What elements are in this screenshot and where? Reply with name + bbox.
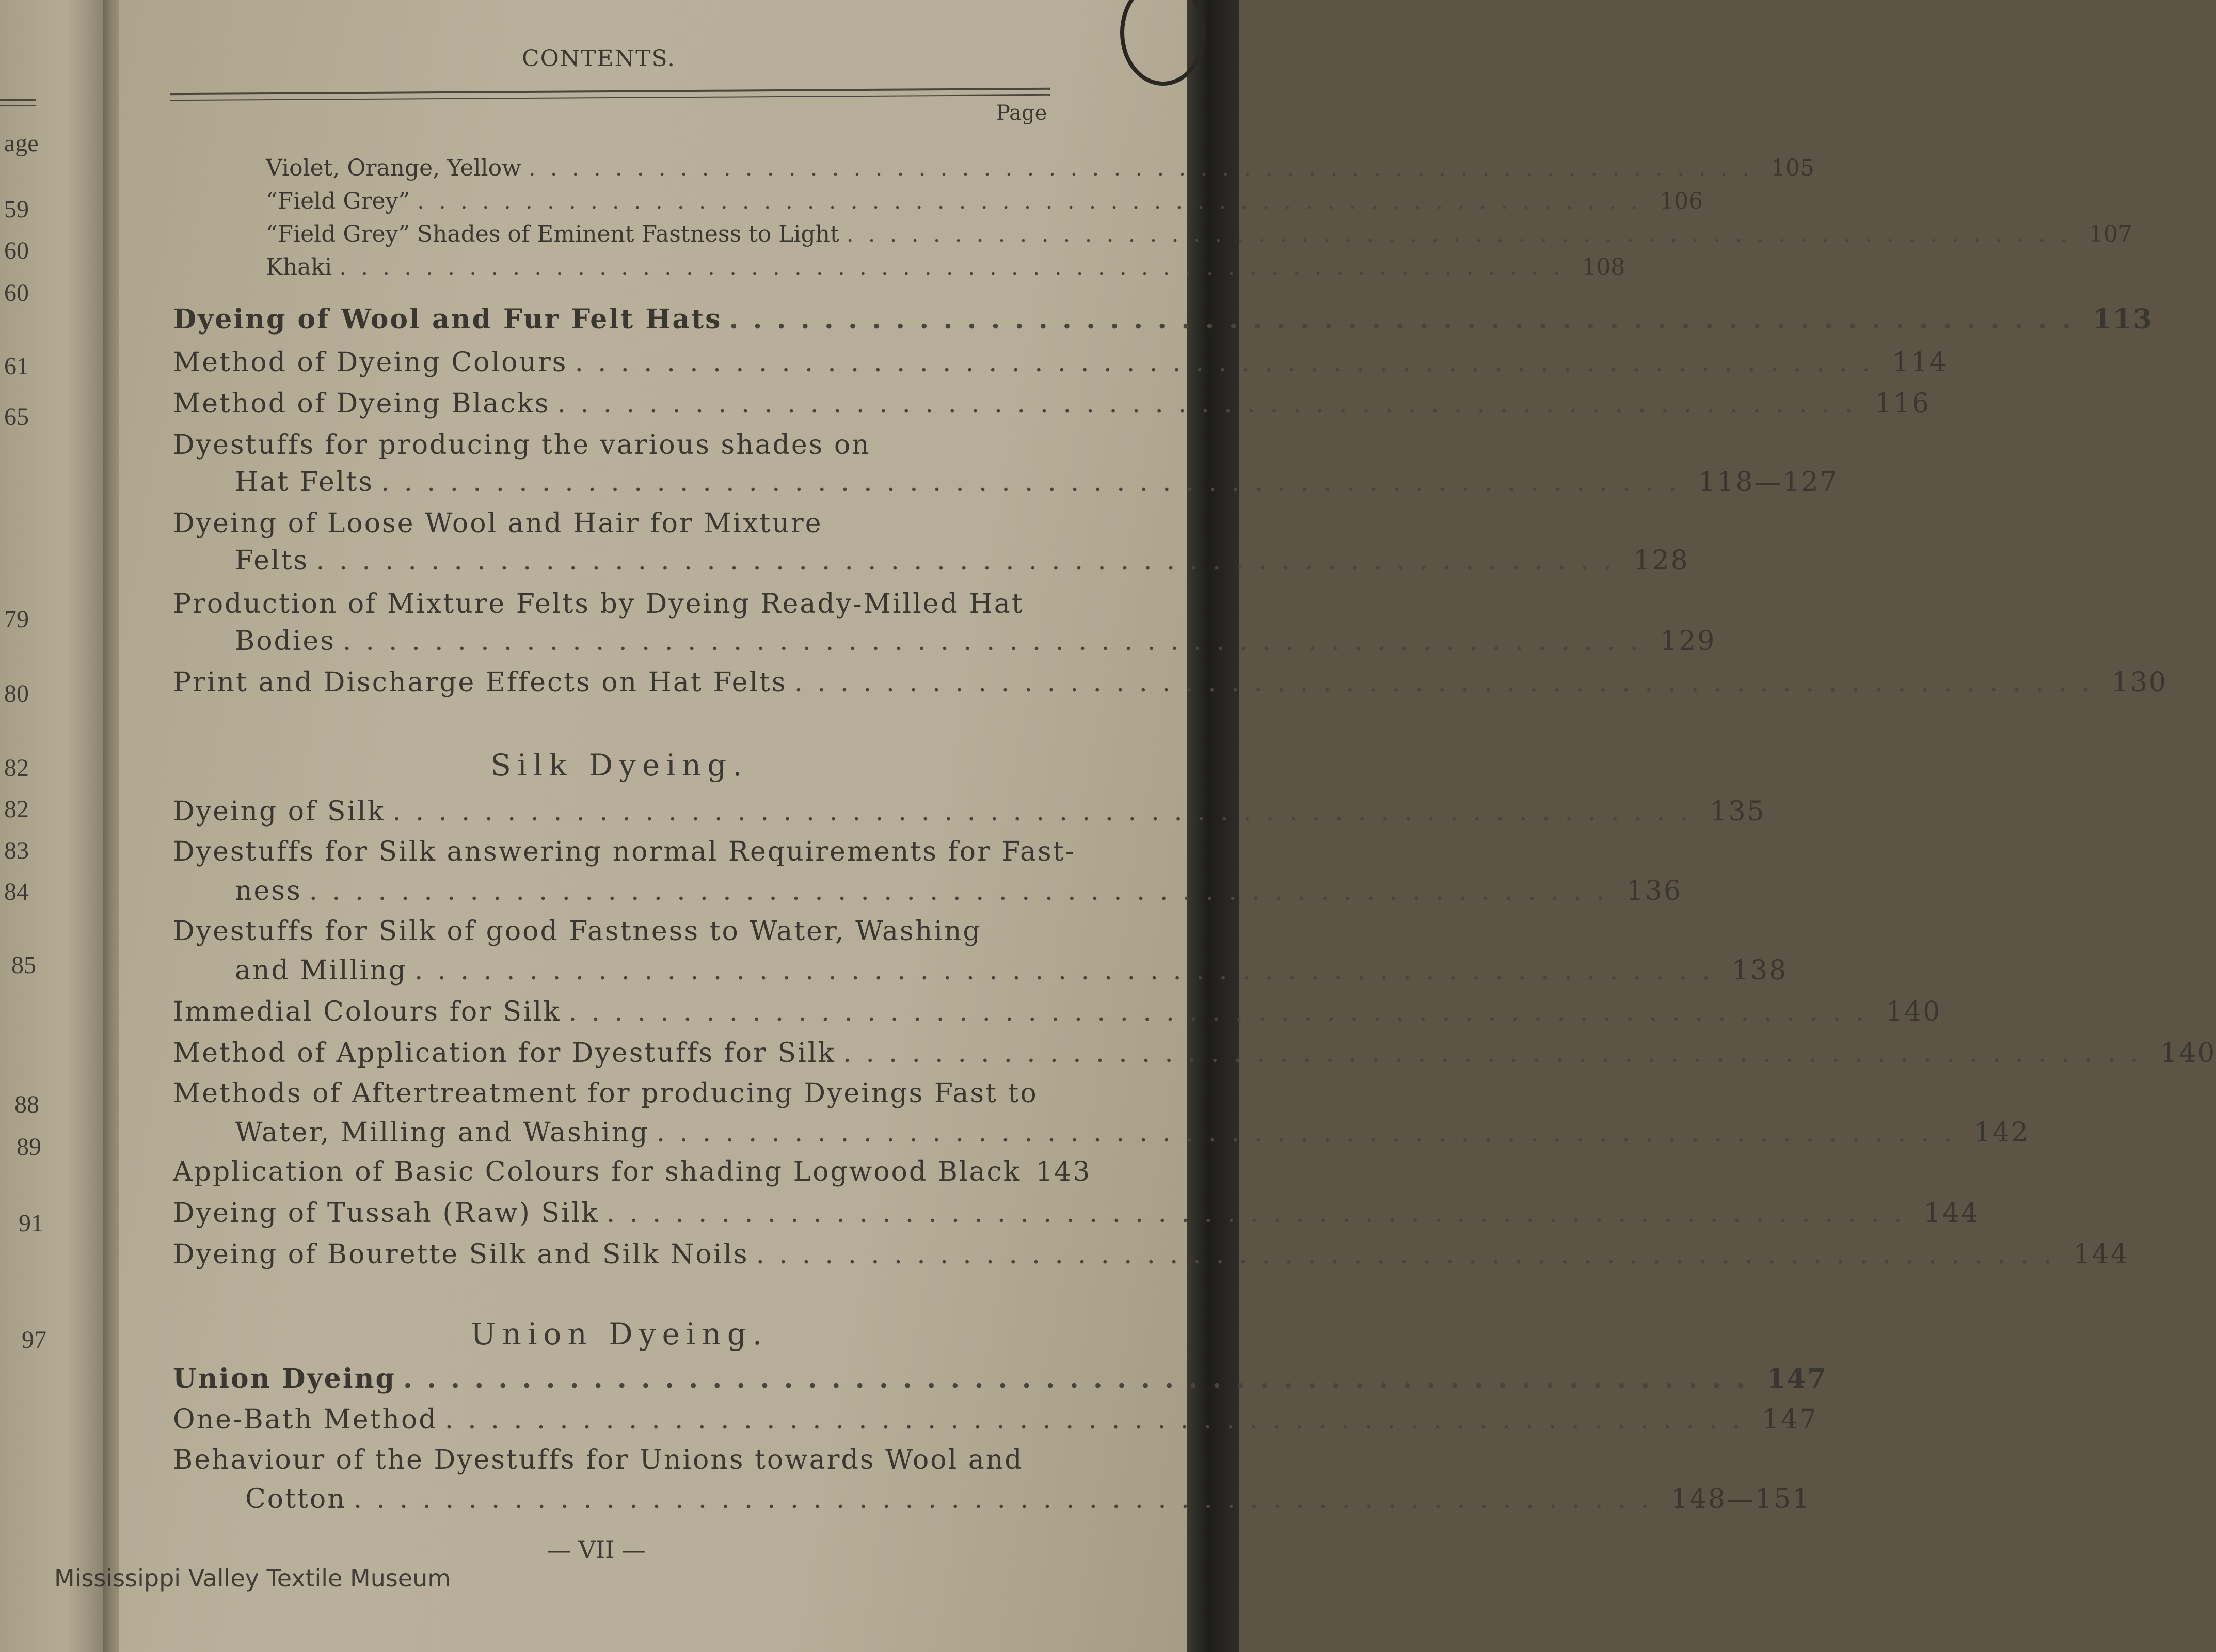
toc-entry-title-cont: ness bbox=[235, 876, 302, 907]
toc-entry-title: Method of Dyeing Colours bbox=[173, 347, 568, 378]
toc-entry-page: 106 bbox=[1660, 188, 1703, 214]
page-column-label: Page bbox=[996, 101, 1047, 125]
toc-entry-title: Dyestuffs for producing the various shades on bbox=[173, 430, 871, 460]
toc-entry bbox=[173, 996, 1942, 1027]
toc-entry-page: 147 bbox=[1766, 1363, 1828, 1394]
toc-entry-continuation bbox=[235, 1117, 2030, 1148]
left-page-rule bbox=[0, 105, 36, 106]
toc-entry bbox=[173, 1038, 2216, 1069]
toc-entry-page: 107 bbox=[2089, 221, 2132, 247]
toc-entry-title: Union Dyeing bbox=[173, 1363, 396, 1394]
toc-entry-title: Application of Basic Colours for shading Logwood Black bbox=[173, 1156, 1022, 1187]
toc-entry bbox=[173, 1239, 2129, 1270]
toc-entry-title: Production of Mixture Felts by Dyeing Ready-Milled Hat bbox=[173, 589, 1024, 620]
toc-entry-title: Behaviour of the Dyestuffs for Unions towards Wool and bbox=[173, 1444, 1024, 1475]
leader-dots: ......................................................... bbox=[729, 304, 2086, 335]
leader-dots: ......................................................... bbox=[381, 467, 1692, 498]
left-page-number: 61 bbox=[4, 353, 29, 380]
left-page-number: 80 bbox=[4, 680, 29, 707]
toc-entry-continuation bbox=[235, 626, 1716, 657]
toc-entry bbox=[266, 254, 1625, 280]
toc-entry-page: 138 bbox=[1732, 955, 1788, 986]
toc-entry-continuation bbox=[235, 467, 1839, 498]
toc-entry-page: 108 bbox=[1582, 254, 1625, 280]
leader-dots: ......................................................... bbox=[557, 388, 1868, 419]
toc-entry-title: Dyeing of Bourette Silk and Silk Noils bbox=[173, 1239, 749, 1270]
toc-entry-title-cont: Cotton bbox=[245, 1484, 346, 1515]
toc-entry-continuation bbox=[235, 876, 1683, 907]
toc-entry bbox=[173, 1404, 1819, 1435]
toc-entry bbox=[173, 667, 2167, 698]
toc-entry-page: 144 bbox=[2073, 1239, 2129, 1270]
toc-entry-title-cont: Hat Felts bbox=[235, 467, 374, 498]
leader-dots: ......................................................... bbox=[444, 1404, 1755, 1435]
toc-entry-title: Dyestuffs for Silk answering normal Requirements for Fast- bbox=[173, 836, 1076, 867]
left-page-number: 60 bbox=[4, 279, 29, 307]
toc-entry-title: Dyeing of Silk bbox=[173, 796, 386, 827]
leader-dots: ......................................................... bbox=[756, 1239, 2066, 1270]
toc-entry-title: One-Bath Method bbox=[173, 1404, 438, 1435]
leader-dots: ......................................................... bbox=[528, 155, 1764, 181]
toc-entry-page: 148—151 bbox=[1670, 1484, 1811, 1515]
toc-entry-page: 128 bbox=[1633, 545, 1689, 576]
section-heading-union: Union Dyeing. bbox=[470, 1316, 769, 1352]
left-page-number: 82 bbox=[4, 796, 29, 823]
toc-entry-title: “Field Grey” bbox=[266, 188, 410, 214]
toc-entry bbox=[266, 155, 1814, 181]
toc-entry-page: 143 bbox=[1035, 1156, 1092, 1187]
toc-entry-title: Print and Discharge Effects on Hat Felts bbox=[173, 667, 787, 698]
toc-entry-page: 147 bbox=[1762, 1404, 1819, 1435]
leader-dots: ......................................................... bbox=[794, 667, 2105, 698]
leader-dots: ......................................................... bbox=[417, 188, 1653, 214]
page-title: CONTENTS. bbox=[521, 45, 676, 72]
toc-entry-title-cont: Bodies bbox=[235, 626, 336, 657]
toc-entry-title-cont: and Milling bbox=[235, 955, 407, 986]
museum-watermark: Mississippi Valley Textile Museum bbox=[54, 1564, 451, 1592]
toc-entry bbox=[266, 188, 1703, 214]
leader-dots: ......................................................... bbox=[339, 254, 1575, 280]
leader-dots: ......................................................... bbox=[403, 1363, 1760, 1394]
toc-entry-page: 116 bbox=[1874, 388, 1931, 419]
toc-entry-continuation bbox=[245, 1484, 1811, 1515]
toc-entry-title: Dyeing of Wool and Fur Felt Hats bbox=[173, 304, 722, 335]
toc-entry-page: 118—127 bbox=[1698, 467, 1839, 498]
left-page-number: 84 bbox=[4, 878, 29, 906]
left-page-number: 79 bbox=[4, 606, 29, 633]
toc-entry-continuation bbox=[235, 955, 1788, 986]
toc-entry-page: 140 bbox=[1886, 996, 1942, 1027]
toc-entry-page: 113 bbox=[2093, 304, 2154, 335]
toc-entry-title: Dyeing of Loose Wool and Hair for Mixture bbox=[173, 508, 823, 539]
toc-entry bbox=[173, 1156, 1092, 1187]
toc-entry bbox=[266, 221, 2132, 247]
toc-entry-page: 140 bbox=[2160, 1038, 2216, 1069]
leader-dots: ......................................................... bbox=[656, 1117, 1967, 1148]
left-page-number: 83 bbox=[4, 837, 29, 864]
toc-entry-page: 136 bbox=[1626, 876, 1683, 907]
left-page-number: 85 bbox=[11, 951, 36, 979]
toc-entry bbox=[173, 304, 2154, 335]
toc-entry-title: Khaki bbox=[266, 254, 332, 280]
toc-entry bbox=[173, 796, 1766, 827]
toc-entry-page: 142 bbox=[1973, 1117, 2030, 1148]
toc-entry bbox=[173, 347, 1948, 378]
left-page-number: 65 bbox=[4, 403, 29, 431]
leader-dots: ......................................................... bbox=[568, 996, 1879, 1027]
left-facing-page bbox=[0, 0, 111, 1652]
left-page-number: 59 bbox=[4, 196, 29, 223]
toc-entry-title: Dyeing of Tussah (Raw) Silk bbox=[173, 1198, 599, 1229]
toc-entry-page: 130 bbox=[2111, 667, 2167, 698]
leader-dots: ......................................................... bbox=[342, 626, 1653, 657]
toc-entry-page: 129 bbox=[1660, 626, 1716, 657]
leader-dots: ......................................................... bbox=[842, 1038, 2154, 1069]
toc-entry-title: Violet, Orange, Yellow bbox=[266, 155, 521, 181]
left-page-label: age bbox=[4, 130, 39, 157]
leader-dots: ......................................................... bbox=[414, 955, 1725, 986]
left-page-number: 89 bbox=[17, 1133, 41, 1161]
toc-entry-title: Method of Dyeing Blacks bbox=[173, 388, 550, 419]
leader-dots: ......................................................... bbox=[392, 796, 1703, 827]
left-page-number: 97 bbox=[22, 1326, 46, 1354]
toc-entry-title: Dyestuffs for Silk of good Fastness to Water, Washing bbox=[173, 916, 982, 947]
toc-entry-title: Method of Application for Dyestuffs for Silk bbox=[173, 1038, 836, 1069]
toc-entry-page: 114 bbox=[1892, 347, 1948, 378]
toc-entry bbox=[173, 1198, 1980, 1229]
left-page-number: 82 bbox=[4, 754, 29, 782]
toc-entry-page: 105 bbox=[1771, 155, 1814, 181]
toc-entry-page: 135 bbox=[1710, 796, 1766, 827]
leader-dots: ......................................................... bbox=[846, 221, 2082, 247]
toc-entry-title: “Field Grey” Shades of Eminent Fastness to Light bbox=[266, 221, 839, 247]
toc-entry-page: 144 bbox=[1923, 1198, 1980, 1229]
left-page-number: 88 bbox=[14, 1091, 39, 1118]
toc-entry-title-cont: Water, Milling and Washing bbox=[235, 1117, 649, 1148]
page-number-footer: — VII — bbox=[547, 1536, 646, 1564]
leader-dots: ......................................................... bbox=[309, 876, 1619, 907]
toc-entry-title-cont: Felts bbox=[235, 545, 309, 576]
toc-entry bbox=[173, 388, 1931, 419]
leader-dots: ......................................................... bbox=[316, 545, 1627, 576]
toc-entry bbox=[173, 1363, 1828, 1394]
toc-entry-title: Methods of Aftertreatment for producing Dyeings Fast to bbox=[173, 1078, 1038, 1109]
leader-dots: ......................................................... bbox=[353, 1484, 1664, 1515]
leader-dots: ......................................................... bbox=[606, 1198, 1917, 1229]
toc-entry-continuation bbox=[235, 545, 1689, 576]
left-page-number: 60 bbox=[4, 237, 29, 264]
toc-entry-title: Immedial Colours for Silk bbox=[173, 996, 561, 1027]
left-page-number: 91 bbox=[19, 1210, 43, 1237]
left-page-rule bbox=[0, 99, 36, 101]
section-heading-silk: Silk Dyeing. bbox=[490, 748, 748, 783]
leader-dots: ......................................................... bbox=[575, 347, 1885, 378]
